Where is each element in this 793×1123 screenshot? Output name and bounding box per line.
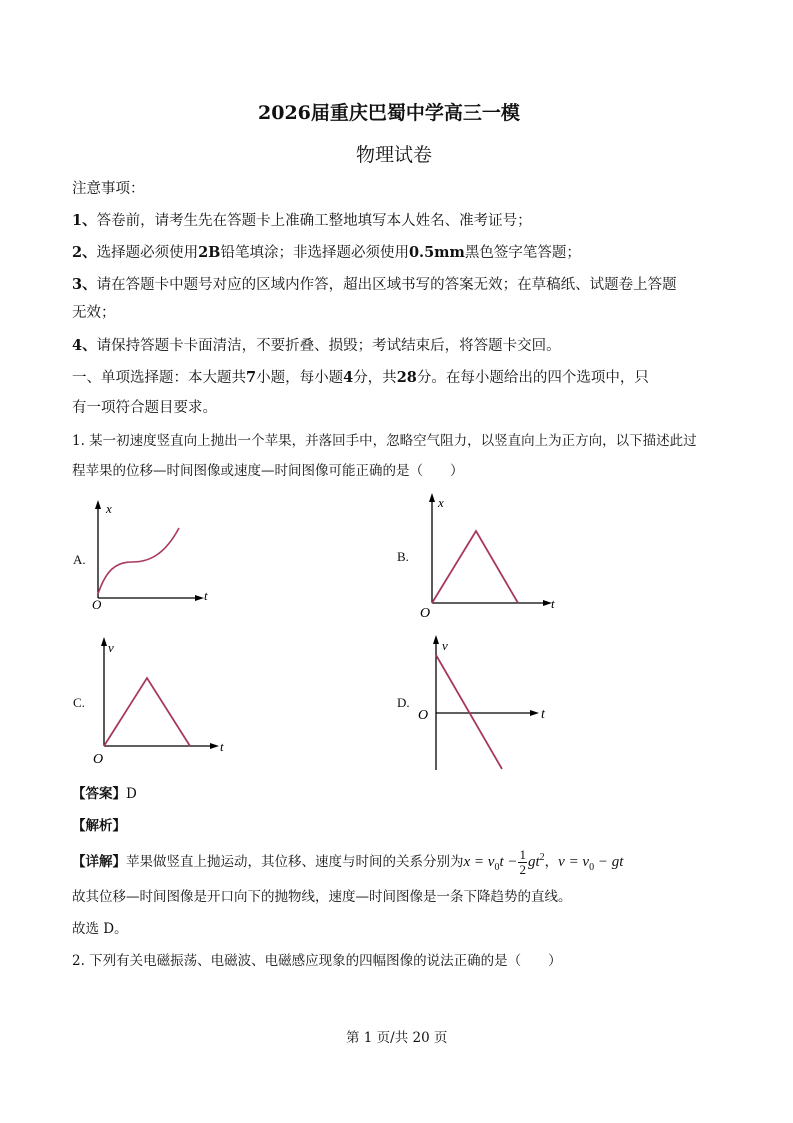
graph-b-origin: O xyxy=(420,606,431,620)
analysis-tag-text: 【解析】 xyxy=(72,818,126,834)
page-number: 第 1 页/共 20 页 xyxy=(346,1030,448,1046)
answer-tag: 【答案】 xyxy=(72,786,126,802)
detail-tag: 【详解】 xyxy=(72,853,126,870)
graph-a-y-label: x xyxy=(106,501,112,516)
section-1-text-b: 小题，每小题 xyxy=(256,370,344,386)
notice-item-2 xyxy=(72,241,581,262)
section-1-count: 7 xyxy=(246,369,257,386)
section-1-text-d: 分。在每小题给出的四个选项中，只 xyxy=(416,370,649,386)
section-1-line-2: 有一项符合题目要求。 xyxy=(72,400,217,416)
graph-b-line xyxy=(432,531,518,603)
frac-numerator: 1 xyxy=(519,847,526,862)
page-title xyxy=(258,98,520,125)
graph-a xyxy=(86,498,226,616)
graph-d-y-arrow xyxy=(433,635,439,644)
notice-heading: 注意事项： xyxy=(72,181,145,197)
notice-item-3-line1: 请在答题卡中题号对应的区域内作答，超出区域书写的答案无效；在草稿纸、试题卷上答题 xyxy=(96,277,677,293)
formula-velocity xyxy=(558,853,624,873)
graph-c-y-arrow xyxy=(101,637,107,646)
formula-displacement xyxy=(463,847,545,877)
q2-stem: 2. 下列有关电磁振荡、电磁波、电磁感应现象的四幅图像的说法正确的是（ ） xyxy=(72,953,562,969)
q1-detail xyxy=(72,848,623,877)
graph-d xyxy=(412,630,562,775)
q1-conclusion: 故其位移—时间图像是开口向下的抛物线，速度—时间图像是一条下降趋势的直线。 xyxy=(72,889,572,905)
notice-item-2-text-a: 选择题必须使用 xyxy=(96,245,199,261)
formula2-lhs: v = v xyxy=(558,853,590,870)
title-rest: 届重庆巴蜀中学高三一模 xyxy=(310,102,520,124)
graph-c-x-label: t xyxy=(220,739,224,754)
frac-denominator: 2 xyxy=(519,862,526,877)
graph-a-y-arrow xyxy=(95,500,101,509)
notice-item-1 xyxy=(72,209,532,230)
q1-answer xyxy=(72,782,137,802)
notice-item-2-text-b: 铅笔填涂；非选择题必须使用 xyxy=(220,245,409,261)
notice-item-1-num: 1、 xyxy=(72,212,97,229)
notice-item-3-line2: 无效； xyxy=(72,305,116,321)
notice-item-2-num: 2、 xyxy=(72,244,97,261)
graph-b-y-arrow xyxy=(429,493,435,502)
formula1-end: gt xyxy=(527,853,540,870)
graph-b-x-label: t xyxy=(551,596,555,611)
formula2-end: − gt xyxy=(594,853,624,870)
graph-c xyxy=(86,632,236,772)
notice-item-4-text: 请保持答题卡卡面清洁，不要折叠、损毁；考试结束后，将答题卡交回。 xyxy=(96,338,561,354)
graph-d-x-label: t xyxy=(541,707,545,722)
formula2-sub: 0 xyxy=(589,861,595,873)
graph-c-x-arrow xyxy=(210,743,219,749)
section-1-text-a: 一、单项选择题：本大题共 xyxy=(72,370,246,386)
formula-separator: ， xyxy=(544,853,559,870)
page-subtitle: 物理试卷 xyxy=(356,144,433,166)
notice-item-4-num: 4、 xyxy=(72,337,97,354)
graph-a-x-arrow xyxy=(195,595,204,601)
graph-d-y-label: v xyxy=(442,638,448,653)
section-1-text-c: 分，共 xyxy=(353,370,397,386)
notice-item-1-text: 答卷前，请考生先在答题卡上准确工整地填写本人姓名、准考证号； xyxy=(96,213,532,229)
formula1-sub: 0 xyxy=(494,861,500,873)
answer-value: D xyxy=(126,786,137,802)
formula1-lhs: x = v xyxy=(463,853,495,870)
graph-b xyxy=(412,490,562,620)
formula1-fraction xyxy=(518,848,527,877)
q1-stem-line-1: 1. 某一初速度竖直向上抛出一个苹果，并落回手中，忽略空气阻力，以竖直向上为正方向，以下描述此过 xyxy=(72,433,697,449)
title-year: 2026 xyxy=(258,102,311,124)
notice-item-3 xyxy=(72,273,677,294)
graph-b-y-label: x xyxy=(438,495,444,510)
detail-text: 苹果做竖直上抛运动，其位移、速度与时间的关系分别为 xyxy=(126,853,464,870)
formula1-mid: t − xyxy=(499,853,518,870)
notice-item-2-text-c: 黑色签字笔答题； xyxy=(464,245,581,261)
graph-c-y-label: v xyxy=(108,640,114,655)
notice-item-4 xyxy=(72,334,561,355)
option-a-label: A. xyxy=(73,552,86,567)
graph-a-origin: O xyxy=(92,597,102,612)
graph-d-line xyxy=(436,655,502,769)
formula1-sup: 2 xyxy=(539,851,545,863)
section-1-total: 28 xyxy=(396,369,417,386)
q1-stem-line-2: 程苹果的位移—时间图像或速度—时间图像可能正确的是（ ） xyxy=(72,463,464,479)
option-d-label: D. xyxy=(397,695,410,710)
q1-choose: 故选 D。 xyxy=(72,921,128,937)
graph-c-origin: O xyxy=(93,752,104,767)
option-b-label: B. xyxy=(397,549,409,564)
section-1-line-1 xyxy=(72,366,649,387)
notice-item-2-bold-a: 2B xyxy=(198,244,221,261)
section-1-score: 4 xyxy=(343,369,354,386)
graph-a-x-label: t xyxy=(204,588,208,603)
graph-d-origin: O xyxy=(418,708,429,723)
option-c-label: C. xyxy=(73,695,85,710)
graph-a-curve xyxy=(98,528,179,594)
graph-c-line xyxy=(104,678,190,746)
notice-item-3-num: 3、 xyxy=(72,276,97,293)
graph-d-x-arrow xyxy=(530,710,539,716)
notice-item-2-bold-b: 0.5mm xyxy=(408,244,465,261)
q1-analysis-tag xyxy=(72,814,126,834)
